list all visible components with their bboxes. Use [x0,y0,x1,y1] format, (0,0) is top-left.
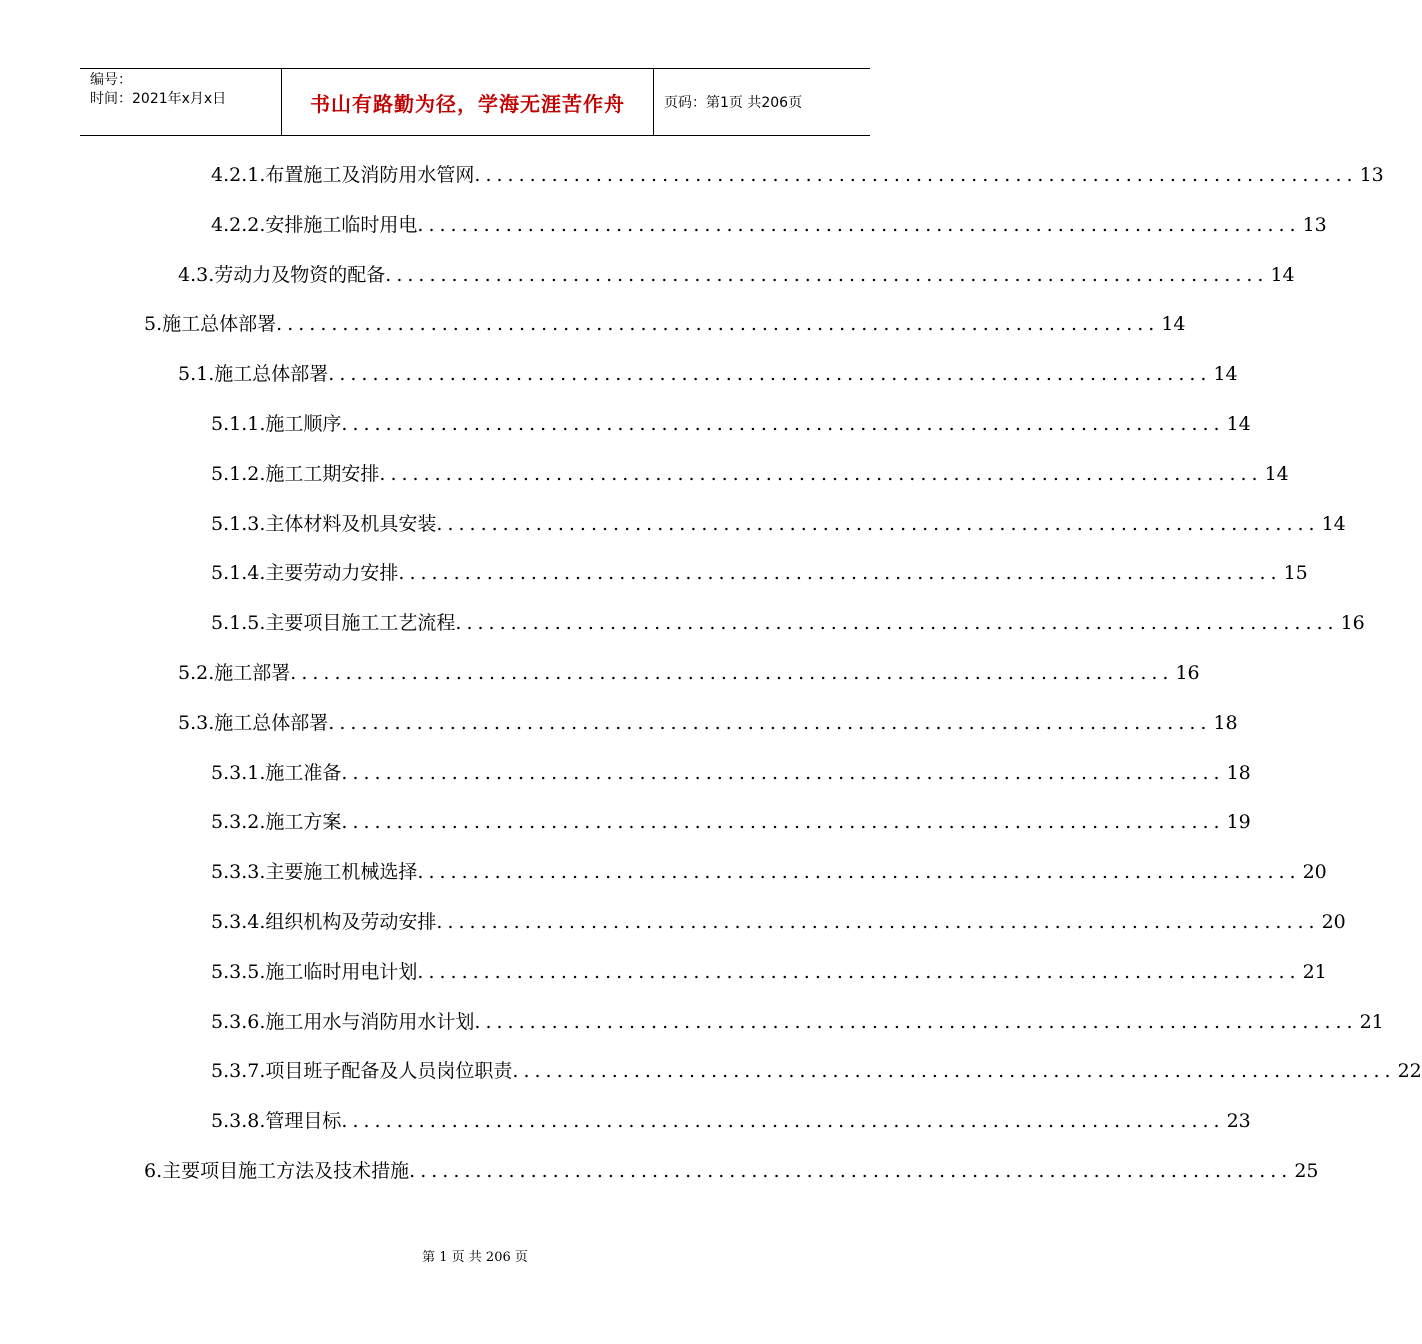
toc-page-number: 19 [1226,811,1251,833]
toc-entry[interactable] [211,807,1251,837]
toc-title: 主要劳动力安排 [265,562,399,584]
toc-title: 施工工期安排 [265,463,380,485]
toc-entry[interactable] [178,359,1238,389]
toc-leader-dots: ................................................................................ [379,463,1263,485]
toc-leader-dots: ................................................................................ [276,313,1160,335]
toc-entry[interactable] [211,210,1327,240]
toc-title: 安排施工临时用电 [265,214,418,236]
toc-title: 施工方案 [265,811,342,833]
toc-page-number: 14 [1321,513,1346,535]
toc-title: 组织机构及劳动安排 [265,911,437,933]
toc-page-number: 16 [1175,662,1200,684]
toc-entry[interactable] [178,658,1200,688]
toc-title: 施工顺序 [265,413,342,435]
toc-number: 5.2. [178,662,215,684]
toc-entry[interactable] [211,957,1327,987]
toc-title: 施工总体部署 [214,712,329,734]
toc-leader-dots: ................................................................................ [341,413,1225,435]
toc-entry[interactable] [211,509,1346,539]
serial-label: 编号： [90,72,132,88]
toc-page-number: 14 [1264,463,1289,485]
toc-number: 5.3.2. [211,811,266,833]
toc-title: 施工总体部署 [214,363,329,385]
toc-page-number: 18 [1226,762,1251,784]
toc-entry[interactable] [211,758,1251,788]
toc-entry[interactable] [144,1156,1319,1186]
header-motto [282,69,654,135]
toc-entry[interactable] [211,1106,1251,1136]
toc-leader-dots: ................................................................................ [474,1011,1358,1033]
toc-page-number: 25 [1294,1160,1319,1182]
toc-page-number: 15 [1283,562,1308,584]
toc-entry[interactable] [211,907,1346,937]
toc-title: 项目班子配备及人员岗位职责 [265,1060,513,1082]
motto-text: 书山有路勤为径，学海无涯苦作舟 [310,91,625,116]
toc-page-number: 21 [1359,1011,1384,1033]
toc-number: 4.3. [178,264,215,286]
toc-title: 主要项目施工工艺流程 [265,612,456,634]
toc-title: 施工总体部署 [162,313,277,335]
toc-page-number: 18 [1213,712,1238,734]
toc-title: 主要施工机械选择 [265,861,418,883]
toc-leader-dots: ................................................................................ [436,513,1320,535]
toc-number: 6. [144,1160,163,1182]
toc-number: 5.3. [178,712,215,734]
toc-leader-dots: ................................................................................ [341,811,1225,833]
toc-entry[interactable] [211,1007,1384,1037]
toc-entry[interactable] [178,260,1295,290]
header-meta [80,69,282,135]
toc-page-number: 21 [1302,961,1327,983]
toc-number: 5.3.1. [211,762,266,784]
toc-entry[interactable] [211,1056,1422,1086]
toc-number: 5. [144,313,163,335]
toc-leader-dots: ................................................................................ [409,1160,1293,1182]
toc-title: 施工部署 [214,662,291,684]
toc-entry[interactable] [211,409,1251,439]
toc-number: 5.3.8. [211,1110,266,1132]
toc-number: 5.3.6. [211,1011,266,1033]
toc-leader-dots: ................................................................................ [341,1110,1225,1132]
toc-number: 4.2.2. [211,214,266,236]
toc-leader-dots: ................................................................................ [417,961,1301,983]
toc-number: 5.1.2. [211,463,266,485]
toc-leader-dots: ................................................................................ [385,264,1269,286]
toc-leader-dots: ................................................................................ [398,562,1282,584]
toc-title: 管理目标 [265,1110,342,1132]
toc-number: 5.1.3. [211,513,266,535]
toc-title: 主要项目施工方法及技术措施 [162,1160,410,1182]
toc-page-number: 16 [1340,612,1365,634]
toc-entry[interactable] [211,160,1384,190]
toc-leader-dots: ................................................................................ [455,612,1339,634]
toc-leader-dots: ................................................................................ [417,214,1301,236]
toc-page-number: 13 [1359,164,1384,186]
toc-entry[interactable] [144,309,1186,339]
toc-page-number: 14 [1213,363,1238,385]
toc-title: 施工准备 [265,762,342,784]
toc-page-number: 14 [1226,413,1251,435]
toc-leader-dots: ................................................................................ [512,1060,1396,1082]
toc-number: 5.1. [178,363,215,385]
page-info-text: 页码：第1页 共206页 [664,95,803,111]
time-label: 时间：2021年x月x日 [90,91,227,107]
toc-title: 施工用水与消防用水计划 [265,1011,475,1033]
toc-number: 5.3.4. [211,911,266,933]
toc-title: 施工临时用电计划 [265,961,418,983]
toc-title: 劳动力及物资的配备 [214,264,386,286]
toc-leader-dots: ................................................................................ [341,762,1225,784]
toc-leader-dots: ................................................................................ [417,861,1301,883]
toc-number: 5.1.1. [211,413,266,435]
toc-leader-dots: ................................................................................ [474,164,1358,186]
page-footer: 第 1 页 共 206 页 [422,1250,528,1265]
toc-page-number: 20 [1321,911,1346,933]
toc-page-number: 22 [1397,1060,1422,1082]
toc-title: 主体材料及机具安装 [265,513,437,535]
toc-page-number: 14 [1161,313,1186,335]
toc-entry[interactable] [211,558,1308,588]
toc-number: 5.1.4. [211,562,266,584]
toc-number: 5.1.5. [211,612,266,634]
toc-entry[interactable] [211,459,1289,489]
header-page-info [654,69,870,135]
page-header [80,68,870,136]
toc-leader-dots: ................................................................................ [290,662,1174,684]
toc-leader-dots: ................................................................................ [328,712,1212,734]
toc-entry[interactable] [211,857,1327,887]
toc-page-number: 23 [1226,1110,1251,1132]
toc-entry[interactable] [178,708,1238,738]
toc-number: 5.3.3. [211,861,266,883]
toc-number: 4.2.1. [211,164,266,186]
toc-page-number: 14 [1270,264,1295,286]
toc-page-number: 13 [1302,214,1327,236]
toc-number: 5.3.5. [211,961,266,983]
toc-leader-dots: ................................................................................ [436,911,1320,933]
toc-page-number: 20 [1302,861,1327,883]
toc-leader-dots: ................................................................................ [328,363,1212,385]
toc-number: 5.3.7. [211,1060,266,1082]
toc-title: 布置施工及消防用水管网 [265,164,475,186]
toc-entry[interactable] [211,608,1365,638]
